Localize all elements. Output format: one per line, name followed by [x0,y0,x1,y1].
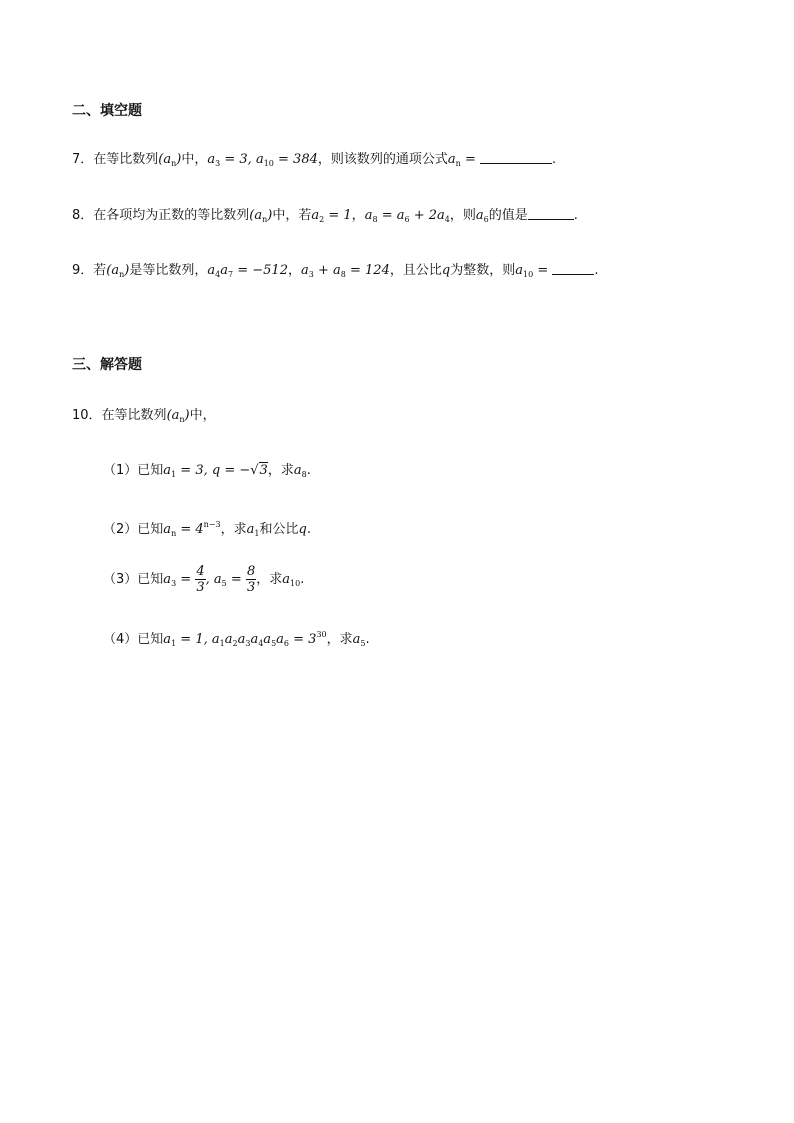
sub-question-text: 已知 [137,463,164,478]
sub-question-4 [103,625,370,654]
question-10 [72,406,216,430]
sub-question-text: ，求 [220,522,247,537]
question-text: 是等比数列， [129,263,208,278]
question-text: 中，若 [272,208,312,223]
sequence-symbol: $(a_n)$ [106,263,130,279]
math-condition: $a_1 = 3$, q = −√3 [163,463,268,479]
question-number: 7． [72,152,94,167]
sub-question-label: （1） [103,463,138,478]
question-text: 在等比数列 [101,408,167,423]
separator: ， [287,263,301,278]
answer-blank[interactable] [552,262,594,275]
sub-question-text: ，求 [267,463,294,478]
sub-question-text: ，求 [256,572,283,587]
sub-question-text: 和公比 [259,522,299,537]
question-text: 中， [189,408,216,423]
question-text: ，且公比 [389,263,442,278]
question-text: 在等比数列 [93,152,159,167]
question-7 [72,150,556,174]
sub-question-label: （3） [103,572,138,587]
math-condition: $a_1 = 1$, $a_1a_2a_3a_4a_5a_6 = 3^{30}$ [163,630,327,648]
section-heading-fill-in: 二、填空题 [72,103,142,119]
answer-blank[interactable] [528,207,574,220]
question-8 [72,206,578,230]
period: . [306,463,311,478]
math-target: $a_1$ [246,522,260,538]
period: . [552,152,557,167]
period: . [573,208,578,223]
section-heading-answer: 三、解答题 [72,357,142,373]
math-condition: $a_8 = a_6 + 2a_4$ [364,208,450,224]
question-text: 中， [181,152,208,167]
math-condition: $a_4a_7 = -512$ [207,263,288,279]
math-target: $a_6$ [475,208,489,224]
math-condition: $a_3 + a_8 = 124$ [300,263,390,279]
question-text: ，则 [449,208,476,223]
question-text: ，则该数列的通项公式 [317,152,448,167]
sub-question-text: 已知 [137,632,164,647]
sub-question-3 [103,564,304,600]
math-condition: $a_2 = 1$ [311,208,352,224]
math-variable: q [298,522,307,537]
question-text: 的值是 [488,208,528,223]
period: . [594,263,599,278]
period: . [365,632,370,647]
sequence-symbol: $(a_n)$ [166,408,190,424]
math-condition: $a_n = 4^{n-3}$ [163,520,221,538]
separator: ， [351,208,365,223]
period: . [300,572,305,587]
sub-question-text: 已知 [137,522,164,537]
math-target: $a_8$ [293,463,307,479]
question-number: 8． [72,208,94,223]
math-target: $a_{10}$ = [515,263,549,279]
question-text: 为整数，则 [450,263,516,278]
sub-question-label: （2） [103,522,138,537]
sequence-symbol: $(a_n)$ [249,208,273,224]
sequence-symbol: $(a_n)$ [158,152,182,168]
math-target: $a_{10}$ [282,572,301,588]
question-text: 若 [93,263,107,278]
sub-question-2 [103,515,311,544]
period: . [306,522,311,537]
math-condition: $a_3 = 3$, $a_{10} = 384$ [207,152,318,168]
math-condition: $a_3$ = $\frac{4}{3}$ , $a_5$ = $\frac{8}{3}$ [163,564,256,595]
math-target: $a_n$ = [447,152,476,168]
math-target: $a_5$ [352,632,366,648]
question-number: 10． [72,408,102,423]
sub-question-1 [103,461,311,485]
sub-question-text: ，求 [326,632,353,647]
question-9 [72,261,599,285]
fraction: $\frac{4}{3}$ [196,564,205,595]
question-text: 在各项均为正数的等比数列 [93,208,250,223]
fraction: $\frac{8}{3}$ [246,564,256,595]
question-number: 9． [72,263,94,278]
math-variable: q [441,263,451,278]
sub-question-label: （4） [103,632,138,647]
answer-blank[interactable] [480,151,552,164]
sub-question-text: 已知 [137,572,164,587]
